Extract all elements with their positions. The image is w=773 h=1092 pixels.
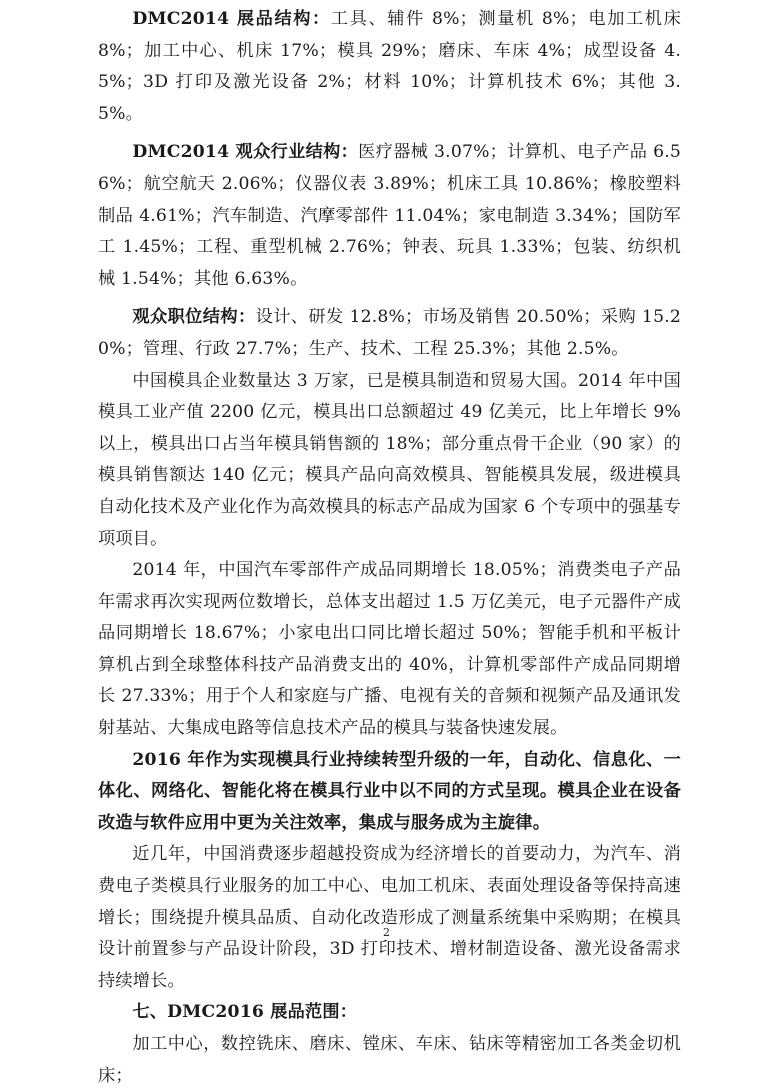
paragraph-scope-first-line: 加工中心，数控铣床、磨床、镗床、车床、钻床等精密加工各类金切机床； bbox=[98, 1034, 681, 1086]
paragraph-recent-years: 近几年，中国消费逐步超越投资成为经济增长的首要动力，为汽车、消费电子类模具行业服务的加工中心、电加工机床、表面处理设备等保持高速增长；围绕提升模具品质、自动化改造形成了测量系统集中采购期；在模具设计前置参与产品设计阶段，3D 打印技术、增材制造设备、激光设备需求持续增长。 bbox=[98, 844, 681, 991]
page-number: 2 bbox=[383, 926, 390, 939]
paragraph-mold-enterprises: 中国模具企业数量达 3 万家，已是模具制造和贸易大国。2014 年中国模具工业产值 2200 亿元，模具出口总额超过 49 亿美元，比上年增长 9%以上，模具出口占当年模具销售额的 18%；部分重点骨干企业（90 家）的模具销售额达 140 亿元；模具产品向高效模具、智能模具发展，级进模具自动化技术及产业化作为高效模具的标志产品成为国家 6 个专项中的强基专项项目。 bbox=[98, 370, 681, 549]
paragraph-audience-industry bbox=[98, 137, 681, 295]
paragraph-text: 医疗器械 3.07%；计算机、电子产品 6.56%；航空航天 2.06%；仪器仪表 3.89%；机床工具 10.86%；橡胶塑料制品 4.61%；汽车制造、汽摩零部件 11.04%；家电制造 3.34%；国防军工 1.45%；工程、重型机械 2.76%；钟表、玩具 1.33%；包装、纺织机械 1.54%；其他 6.63%。 bbox=[98, 142, 681, 289]
paragraph-auto-parts: 2014 年，中国汽车零部件产成品同期增长 18.05%；消费类电子产品年需求再次实现两位数增长，总体支出超过 1.5 万亿美元，电子元器件产成品同期增长 18.67%；小家电出口同比增长超过 50%；智能手机和平板计算机占到全球整体科技产品消费支出的 40%，计算机零部件产成品同期增长 27.33%；用于个人和家庭与广播、电视有关的音频和视频产品及通讯发射基站、大集成电路等信息技术产品的模具与装备快速发展。 bbox=[98, 560, 681, 739]
paragraph-text: 设计、研发 12.8%；市场及销售 20.50%；采购 15.20%；管理、行政 27.7%；生产、技术、工程 25.3%；其他 2.5%。 bbox=[98, 307, 682, 359]
paragraph-year-2016: 2016 年作为实现模具行业持续转型升级的一年，自动化、信息化、一体化、网络化、智能化将在模具行业中以不同的方式呈现。模具企业在设备改造与软件应用中更为关注效率，集成与服务成为主旋律。 bbox=[98, 749, 681, 833]
section-heading: 七、DMC2016 展品范围： bbox=[132, 1002, 358, 1023]
paragraph-audience-position bbox=[98, 302, 681, 365]
paragraph-text: 工具、辅件 8%；测量机 8%；电加工机床 8%；加工中心、机床 17%；模具 29%；磨床、车床 4%；成型设备 4.5%；3D 打印及激光设备 2%；材料 10%；计算机技术 6%；其他 3.5%。 bbox=[98, 9, 681, 124]
paragraph-label: 观众职位结构： bbox=[132, 307, 256, 328]
paragraph-label: DMC2014 观众行业结构： bbox=[132, 142, 359, 163]
paragraph-label: DMC2014 展品结构： bbox=[132, 9, 331, 29]
paragraph-exhibit-structure bbox=[98, 4, 681, 130]
